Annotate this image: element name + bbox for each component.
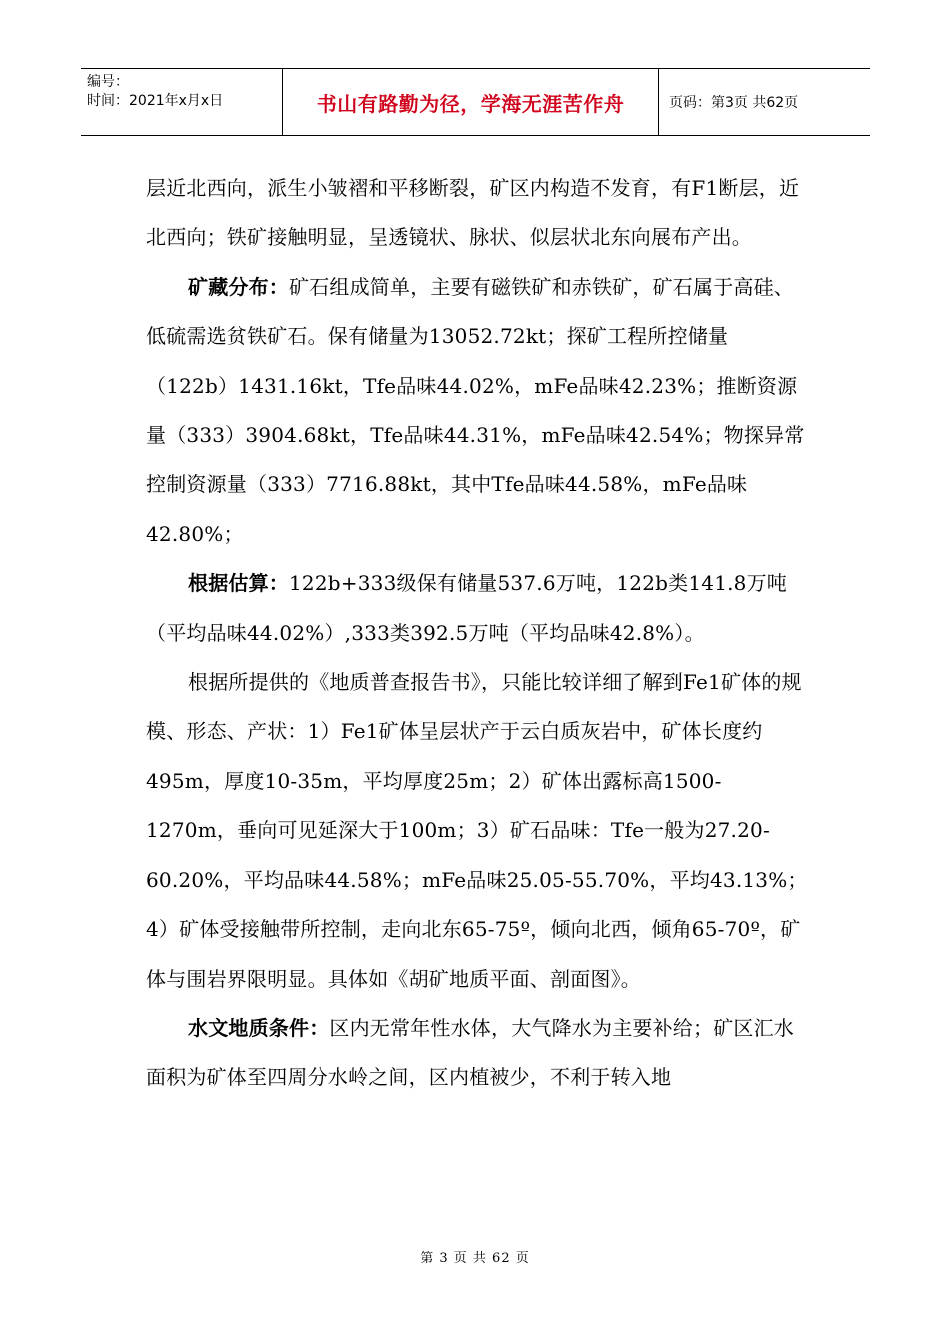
document-number-label: 编号： bbox=[87, 74, 129, 90]
header-meta bbox=[81, 69, 283, 135]
paragraph-ore-distribution bbox=[146, 263, 810, 559]
paragraph-text: 根据所提供的《地质普查报告书》，只能比较详细了解到Fe1矿体的规模、形态、产状：1）Fe1矿体呈层状产于云白质灰岩中，矿体长度约495m，厚度10-35m，平均厚度25m；2）矿体出露标高1500-1270m，垂向可见延深大于100m；3）矿石品味：Tfe一般为27.20-60.20%，平均品味44.58%；mFe品味25.05-55.70%，平均43.13%；4）矿体受接触带所控制，走向北东65-75º，倾向北西，倾角65-70º，矿体与围岩界限明显。具体如《胡矿地质平面、剖面图》。 bbox=[146, 670, 808, 991]
paragraph-heading: 水文地质条件： bbox=[188, 1015, 330, 1040]
document-body bbox=[146, 164, 810, 1103]
paragraph-text: 层近北西向，派生小皱褶和平移断裂，矿区内构造不发育，有F1断层，近北西向；铁矿接触明显，呈透镜状、脉状、似层状北东向展布产出。 bbox=[146, 176, 800, 250]
page-footer: 第 3 页 共 62 页 bbox=[420, 1251, 530, 1266]
paragraph-orebody bbox=[146, 658, 810, 1004]
header-page-info: 页码：第3页 共62页 bbox=[669, 95, 799, 111]
document-time-label: 时间：2021年x月x日 bbox=[87, 93, 224, 109]
paragraph-text: 区内无常年性水体，大气降水为主要补给；矿区汇水面积为矿体至四周分水岭之间，区内植被少，不利于转入地 bbox=[146, 1015, 795, 1090]
paragraph-text: 122b+333级保有储量537.6万吨，122b类141.8万吨（平均品味44.02%）,333类392.5万吨（平均品味42.8%）。 bbox=[146, 571, 787, 645]
paragraph-heading: 矿藏分布： bbox=[188, 274, 289, 299]
header-motto: 书山有路勤为径，学海无涯苦作舟 bbox=[283, 69, 659, 135]
paragraph-hydrogeology bbox=[146, 1004, 810, 1103]
paragraph-text: 矿石组成简单，主要有磁铁矿和赤铁矿，矿石属于高硅、低硫需选贫铁矿石。保有储量为13052.72kt；探矿工程所控储量（122b）1431.16kt，Tfe品味44.02%，mFe品味42.23%；推断资源量（333）3904.68kt，Tfe品味44.31%，mFe品味42.54%；物探异常控制资源量（333）7716.88kt，其中Tfe品味44.58%，mFe品味42.80%； bbox=[146, 274, 805, 546]
paragraph-estimation bbox=[146, 559, 810, 658]
paragraph bbox=[146, 164, 810, 263]
page-header bbox=[81, 68, 870, 136]
paragraph-heading: 根据估算： bbox=[188, 571, 289, 596]
